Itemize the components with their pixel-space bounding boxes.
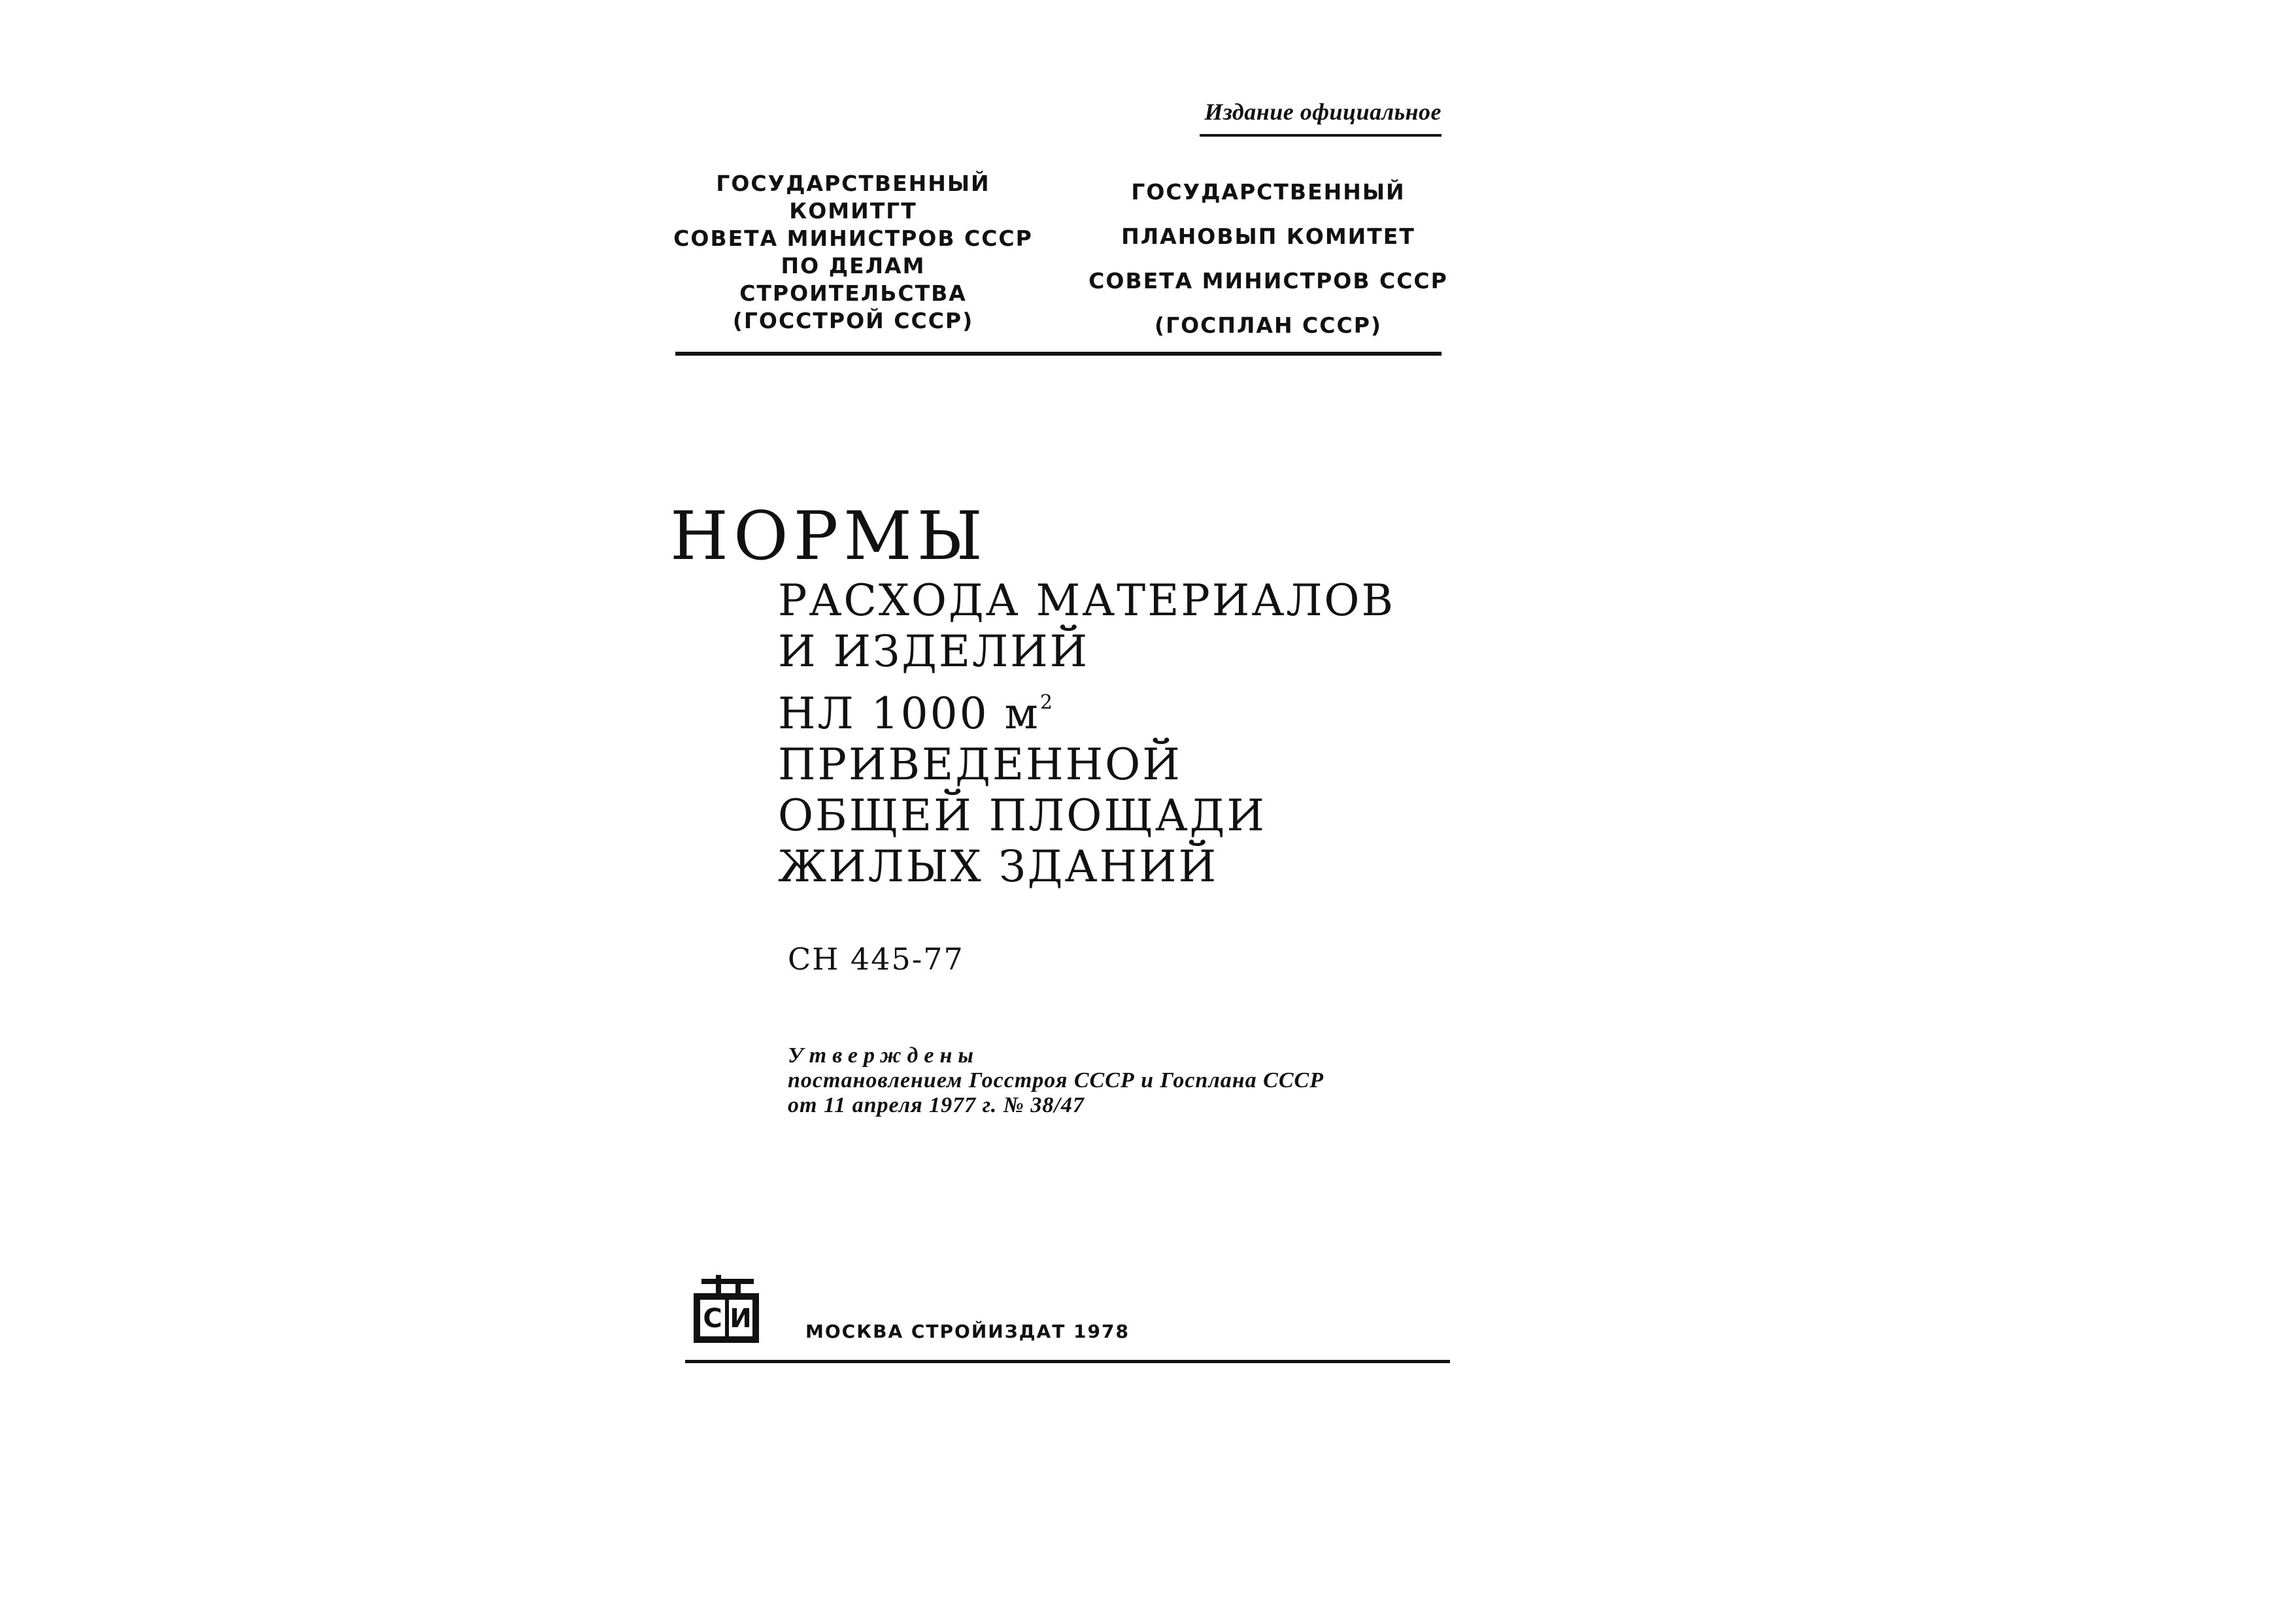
publisher-imprint: МОСКВА СТРОЙИЗДАТ 1978 [805, 1321, 1130, 1342]
org-left-line: (ГОССТРОЙ СССР) [732, 308, 974, 333]
stroyizdat-logo-icon [690, 1275, 765, 1347]
approval-note [788, 1043, 1324, 1118]
header-rule [675, 352, 1442, 356]
subtitle-line: ОБЩЕЙ ПЛОЩАДИ [778, 790, 1266, 841]
logo-letter: С [703, 1304, 722, 1334]
subtitle-line: РАСХОДА МАТЕРИАЛОВ [778, 575, 1396, 626]
document-title: НОРМЫ [670, 498, 988, 575]
area-exponent: 2 [1039, 691, 1054, 714]
org-right-line: (ГОСПЛАН СССР) [1155, 313, 1382, 338]
org-left-line: КОМИТГТ [789, 198, 917, 224]
edition-note: Издание официальное [1204, 99, 1442, 125]
subtitle-line: ПРИВЕДЕННОЙ [778, 739, 1182, 790]
footer-rule [685, 1360, 1450, 1363]
org-left-line: ГОСУДАРСТВЕННЫЙ [716, 171, 990, 196]
org-left-block [654, 170, 1053, 335]
subtitle-line: И ИЗДЕЛИЙ [778, 626, 1090, 677]
subtitle-line: ЖИЛЫХ ЗДАНИЙ [778, 841, 1219, 892]
org-right-line: ПЛАНОВЫП КОМИТЕТ [1121, 224, 1415, 249]
approval-line: от 11 апреля 1977 г. № 38/47 [788, 1093, 1085, 1117]
document-code: СН 445-77 [788, 941, 964, 977]
edition-rule [1200, 134, 1442, 137]
org-right-block [1072, 170, 1464, 348]
approval-line: Утверждены [788, 1043, 979, 1068]
approval-line: постановлением Госстроя СССР и Госплана СССР [788, 1068, 1324, 1092]
subtitle-line-area [778, 677, 1395, 739]
logo-letter: И [730, 1304, 752, 1334]
subtitle-line: НЛ 1000 м [778, 688, 1040, 739]
org-left-line: ПО ДЕЛАМ [781, 253, 926, 279]
org-right-line: СОВЕТА МИНИСТРОВ СССР [1088, 268, 1448, 294]
org-left-line: СОВЕТА МИНИСТРОВ СССР [673, 226, 1033, 251]
org-right-line: ГОСУДАРСТВЕННЫЙ [1131, 179, 1406, 205]
document-subtitle [778, 575, 1395, 892]
org-left-line: СТРОИТЕЛЬСТВА [739, 280, 967, 306]
